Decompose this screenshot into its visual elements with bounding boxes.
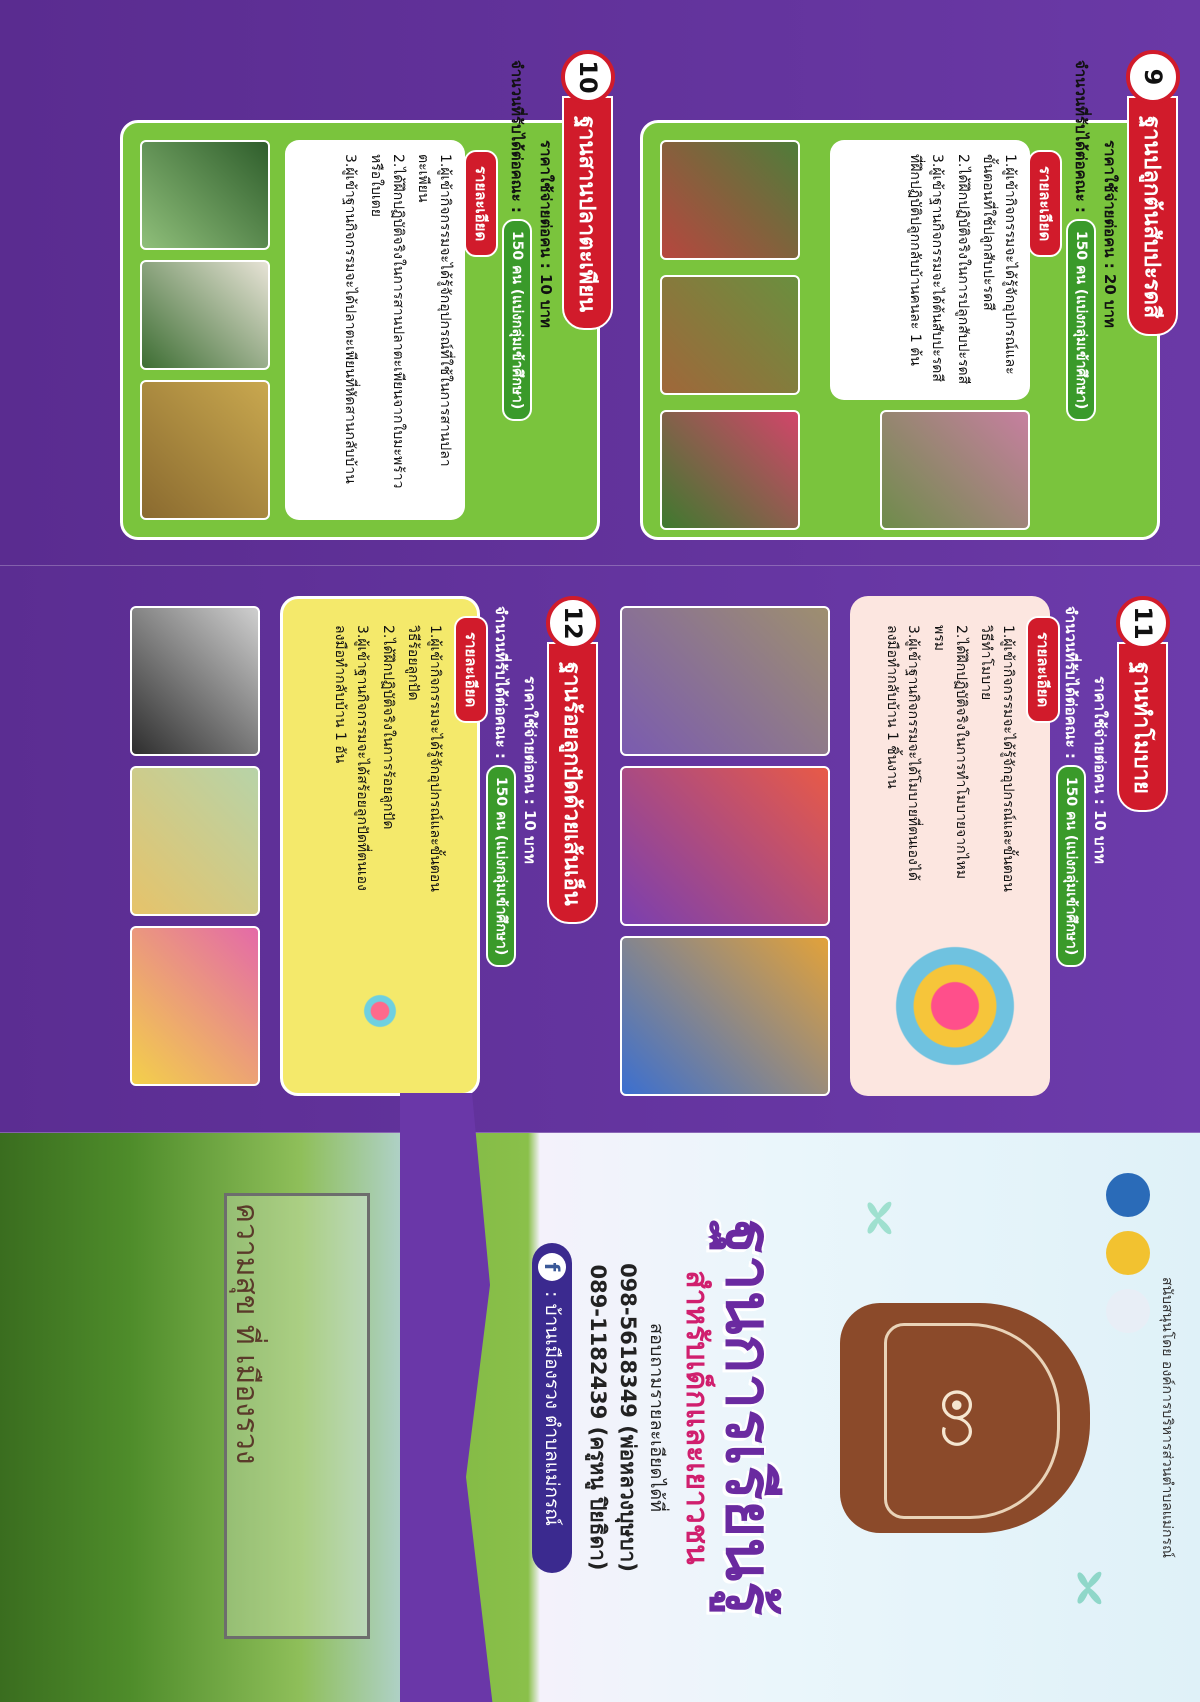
detail-item: 3.ผู้เข้าฐานกิจกรรมจะได้สร้อยลูกปัดที่ตนเองลงมือทำกลับบ้าน 1 อัน	[332, 625, 370, 891]
station-12-badge	[546, 596, 600, 924]
station-price: ราคาใช้จ่ายต่อคน : 10 บาท	[521, 676, 539, 864]
muang-ruang-logo-icon	[1106, 1231, 1150, 1275]
station-9-badge	[1126, 50, 1180, 336]
detail-item: 2.ได้ฝึกปฏิบัติจริงในการร้อยลูกปัด	[379, 625, 396, 830]
detail-item: 3.ผู้เข้าฐานกิจกรรมจะได้ปลาตะเพียนที่หัดสานกลับบ้าน	[342, 154, 359, 484]
station-quota	[486, 606, 516, 967]
station-number: 10	[561, 50, 615, 104]
station-number: 12	[546, 596, 600, 650]
photo-bracelet-1	[130, 606, 260, 756]
detail-item: 2.ได้ฝึกปฏิบัติจริงในการปลูกสับปะรดสี	[954, 154, 971, 385]
photo-bracelet-2	[130, 766, 260, 916]
photo-mobile-1	[620, 606, 830, 756]
station-title: ฐานปลูกต้นสับปะรดสี	[1128, 96, 1179, 336]
detail-item: 1.ผู้เข้ากิจกรรมจะได้รู้จักอุปกรณ์และขั้นตอนวิธีทำโมบาย	[978, 625, 1016, 892]
photo-fish-weave-2	[140, 260, 270, 370]
butterfly-icon	[860, 1193, 900, 1243]
station-quota	[1056, 606, 1086, 967]
contact-phone: 089-1182439 (ครูหนู ปิยธิดา)	[586, 1264, 610, 1571]
station-11-details	[863, 611, 1028, 911]
quota-label: จำนวนที่รับได้ต่อคณะ :	[492, 606, 510, 759]
detail-item: 2.ได้ฝึกปฏิบัติจริงในการทำโมบายจากไหมพรม	[930, 625, 969, 880]
decor-curve	[400, 1093, 520, 1702]
photo-bracelet-3	[130, 926, 260, 1086]
detail-item: 3.ผู้เข้าฐานกิจกรรมจะได้ต้นสับปะรดสีที่ฝึกปฏิบัติปลูกกลับบ้านคนละ 1 ต้น	[907, 154, 945, 382]
detail-item: 1.ผู้เข้ากิจกรรมจะได้รู้จักอุปกรณ์และขั้นตอนที่ใช้ปลูกสับปะรดสี	[980, 154, 1018, 375]
quota-label: จำนวนที่รับได้ต่อคณะ :	[1062, 606, 1080, 759]
cover-subtitle: สำหรับเด็กและเยาวชน	[679, 1270, 714, 1565]
station-10-badge	[561, 50, 615, 330]
details-tag: รายละเอียด	[1026, 616, 1060, 723]
station-number: 9	[1126, 50, 1180, 104]
panel-stations-9-10	[0, 0, 1200, 566]
station-quota	[1066, 60, 1096, 421]
station-11-badge	[1116, 596, 1170, 812]
photo-beads	[300, 936, 460, 1086]
quota-value: 150 คน (แบ่งกลุ่มเข้าศึกษา)	[502, 219, 532, 421]
station-price: ราคาใช้จ่ายต่อคน : 10 บาท	[1091, 676, 1109, 864]
photo-fish-weave-3	[140, 380, 270, 520]
sponsor-text: สนับสนุนโดย องค์การบริหารส่วนตำบลแม่กรณ์	[1159, 1276, 1175, 1559]
panel-cover	[0, 1133, 1200, 1702]
details-tag: รายละเอียด	[454, 616, 488, 723]
station-title: ฐานร้อยลูกปัดด้วยเส้นเอ็น	[548, 642, 599, 924]
quota-label: จำนวนที่รับได้ต่อคณะ :	[508, 60, 526, 213]
village-sign-text: ความสุข ที่ เมืองรวง	[229, 1203, 264, 1465]
station-quota	[502, 60, 532, 421]
station-title: ฐานทำโมบาย	[1118, 642, 1169, 812]
sao-logo-icon	[1106, 1173, 1150, 1217]
quota-value: 150 คน (แบ่งกลุ่มเข้าศึกษา)	[1066, 219, 1096, 421]
contact-phone: 098-5618349 (พ่อหลวงบุษบา)	[616, 1263, 640, 1572]
station-title: ฐานสานปลาตะเพียน	[563, 96, 614, 330]
seal-glyph: ꩦ	[927, 1386, 1001, 1450]
facebook-page-name: : บ้านเมืองรวง ตำบลแม่กรณ์	[541, 1291, 563, 1526]
photo-mobile-2	[620, 766, 830, 926]
quota-label: จำนวนที่รับได้ต่อคณะ :	[1072, 60, 1090, 213]
butterfly-icon	[1070, 1563, 1110, 1613]
detail-item: 3.ผู้เข้าฐานกิจกรรมจะได้โมบายที่ตนเองได้ลงมือทำกลับบ้าน 1 ชิ้นงาน	[883, 625, 922, 881]
station-price: ราคาใช้จ่ายต่อคน : 20 บาท	[1101, 140, 1119, 328]
station-9-details	[830, 140, 1030, 400]
quota-value: 150 คน (แบ่งกลุ่มเข้าศึกษา)	[486, 765, 516, 967]
panel-stations-11-12	[0, 566, 1200, 1133]
sponsor-logos	[1106, 1173, 1150, 1333]
photo-planting-group	[880, 410, 1030, 530]
cover-title: ฐานการเรียนรู้	[711, 1219, 785, 1616]
photo-mobile-yarn	[870, 926, 1040, 1086]
station-10-details	[285, 140, 465, 520]
facebook-page	[532, 1243, 572, 1573]
station-price: ราคาใช้จ่ายต่อคน : 10 บาท	[537, 140, 555, 328]
photo-bromeliads	[660, 410, 800, 530]
details-tag: รายละเอียด	[464, 150, 498, 257]
photo-mobile-3	[620, 936, 830, 1096]
details-tag: รายละเอียด	[1028, 150, 1062, 257]
photo-fish-weave-1	[140, 140, 270, 250]
detail-item: 1.ผู้เข้ากิจกรรมจะได้รู้จักอุปกรณ์ที่ใช้ในการสานปลาตะเพียน	[415, 154, 453, 467]
muang-ruang-seal	[840, 1303, 1090, 1533]
photo-garden	[660, 275, 800, 395]
partner-logo-icon	[1106, 1289, 1150, 1333]
station-number: 11	[1116, 596, 1170, 650]
contact-heading: สอบถามรายละเอียดได้ที่	[646, 1323, 667, 1512]
quota-value: 150 คน (แบ่งกลุ่มเข้าศึกษา)	[1056, 765, 1086, 967]
station-12-details	[290, 611, 455, 911]
facebook-icon: f	[538, 1253, 566, 1281]
detail-item: 2.ได้ฝึกปฏิบัติจริงในการสานปลาตะเพียนจากใบมะพร้าวหรือใบเตย	[367, 154, 406, 489]
detail-item: 1.ผู้เข้ากิจกรรมจะได้รู้จักอุปกรณ์และขั้นตอนวิธีร้อยลูกปัด	[405, 625, 443, 892]
photo-kids-planting	[660, 140, 800, 260]
